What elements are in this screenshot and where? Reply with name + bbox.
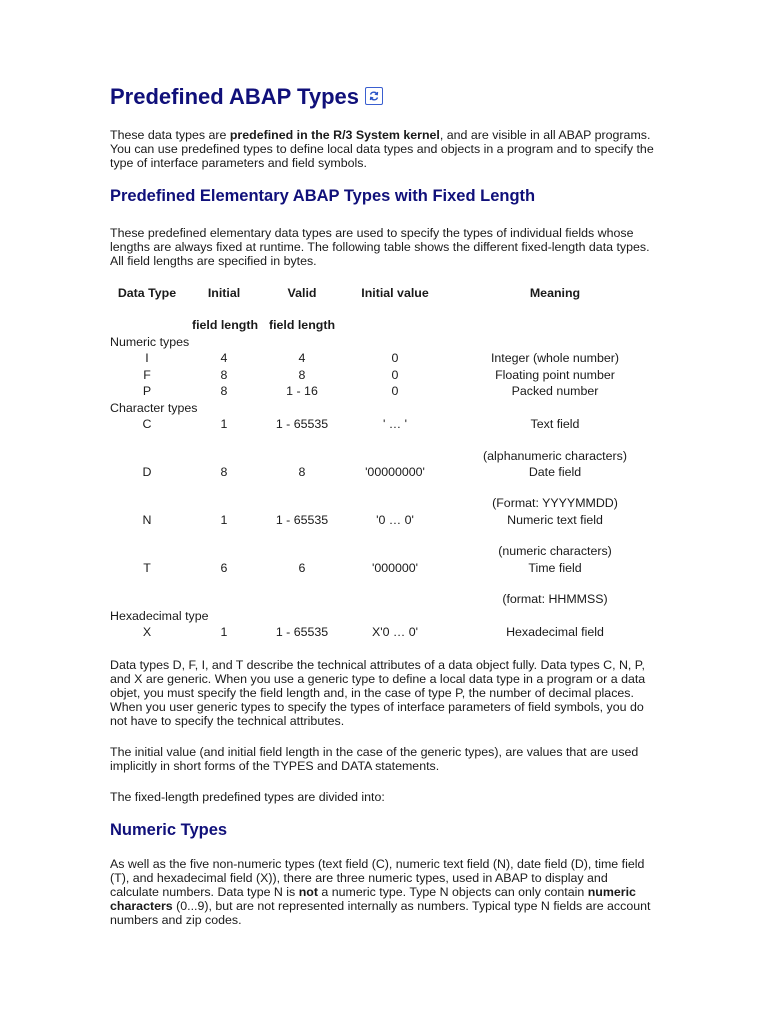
row-x-type: X — [142, 625, 152, 639]
row-p-valid: 1 - 16 — [286, 384, 318, 398]
row-i-type: I — [145, 351, 149, 365]
section1-paragraph: These predefined elementary data types are used to specify the types of individual fields whose lengths are always fixed at runtime. The following table shows the different fixed-length data types. All field lengths are specified in bytes. — [110, 226, 650, 268]
row-c-valid: 1 - 65535 — [275, 417, 329, 431]
row-f-initial: 8 — [220, 368, 228, 382]
row-p-meaning: Packed number — [511, 384, 599, 398]
paragraph-numeric-types: As well as the five non-numeric types (text field (C), numeric text field (N), date field (D), time field (T), and hexadecimal field (X)), there are three numeric types, used in ABAP to display and calculate numbers. Data type N is not a numeric type. Type N objects can only contain numeric characters (0...9), but are not represented internally as numbers. Typical type N fields are account numbers and zip codes. — [110, 857, 651, 927]
row-t-meaning: Time field — [528, 561, 582, 575]
paragraph-initial-value: The initial value (and initial field length in the case of the generic types), are values that are used implicitly in short forms of the TYPES and DATA statements. — [110, 745, 639, 773]
row-d-meaning-note: (Format: YYYYMMDD) — [492, 496, 618, 510]
row-n-meaning-note: (numeric characters) — [498, 544, 612, 558]
row-n-value: '0 … 0' — [376, 513, 414, 527]
intro-bold: predefined in the R/3 System kernel — [229, 128, 440, 142]
row-d-initial: 8 — [220, 465, 228, 479]
row-n-type: N — [142, 513, 152, 527]
row-x-meaning: Hexadecimal field — [506, 625, 604, 639]
row-c-initial: 1 — [220, 417, 228, 431]
row-d-meaning: Date field — [528, 465, 582, 479]
row-d-value: '00000000' — [365, 465, 425, 479]
row-n-meaning: Numeric text field — [507, 513, 603, 527]
row-i-value: 0 — [391, 351, 399, 365]
row-f-type: F — [143, 368, 151, 382]
header-valid-sub: field length — [268, 318, 336, 332]
row-i-meaning: Integer (whole number) — [490, 351, 620, 365]
row-i-initial: 4 — [220, 351, 228, 365]
bold-not: not — [298, 885, 318, 899]
row-t-meaning-note: (format: HHMMSS) — [502, 592, 608, 606]
header-initial: Initial — [207, 286, 241, 300]
row-x-value: X'0 … 0' — [371, 625, 419, 639]
header-data-type: Data Type — [117, 286, 177, 300]
row-p-type: P — [142, 384, 152, 398]
row-f-valid: 8 — [298, 368, 306, 382]
header-meaning: Meaning — [529, 286, 581, 300]
header-initial-value: Initial value — [361, 286, 429, 300]
row-c-value: ' … ' — [382, 417, 407, 431]
row-p-value: 0 — [391, 384, 399, 398]
paragraph-generic-types: Data types D, F, I, and T describe the technical attributes of a data object fully. Data types C, N, P, and X are generic. When you use a generic type to define a local data type in a program or a data objet, you must specify the field length and, in the case of type P, the number of decimal places. When you user generic types to specify the types of interface parameters of field symbols, you do not have to specify the technical attributes. — [110, 658, 646, 728]
row-f-meaning: Floating point number — [495, 368, 615, 382]
row-d-type: D — [142, 465, 152, 479]
row-d-valid: 8 — [298, 465, 306, 479]
bold-numeric-characters: numeric characters — [110, 885, 636, 913]
row-c-meaning: Text field — [530, 417, 580, 431]
group-label-character: Character types — [110, 401, 198, 415]
section-heading-numeric-types: Numeric Types — [110, 821, 228, 839]
intro-paragraph: These data types are predefined in the R/3 System kernel, and are visible in all ABAP programs. You can use predefined types to define local data types and objects in a program and to specify the type of interface parameters and field symbols. — [110, 128, 654, 170]
row-n-valid: 1 - 65535 — [275, 513, 329, 527]
row-p-initial: 8 — [220, 384, 228, 398]
row-x-valid: 1 - 65535 — [275, 625, 329, 639]
group-label-numeric: Numeric types — [110, 335, 190, 349]
row-c-meaning-note: (alphanumeric characters) — [483, 449, 627, 463]
refresh-icon[interactable] — [365, 87, 383, 105]
row-c-type: C — [142, 417, 152, 431]
header-initial-sub: field length — [191, 318, 259, 332]
row-f-value: 0 — [391, 368, 399, 382]
page-title-text: Predefined ABAP Types — [110, 84, 359, 109]
row-t-initial: 6 — [220, 561, 228, 575]
paragraph-divided-into: The fixed-length predefined types are divided into: — [110, 790, 385, 804]
row-t-value: '000000' — [371, 561, 419, 575]
section-heading-fixed-length: Predefined Elementary ABAP Types with Fixed Length — [110, 187, 536, 205]
group-label-hex: Hexadecimal type — [110, 609, 209, 623]
row-n-initial: 1 — [220, 513, 228, 527]
header-valid: Valid — [287, 286, 317, 300]
row-t-type: T — [143, 561, 151, 575]
row-t-valid: 6 — [298, 561, 306, 575]
page-title — [110, 84, 383, 110]
row-i-valid: 4 — [298, 351, 306, 365]
row-x-initial: 1 — [220, 625, 228, 639]
